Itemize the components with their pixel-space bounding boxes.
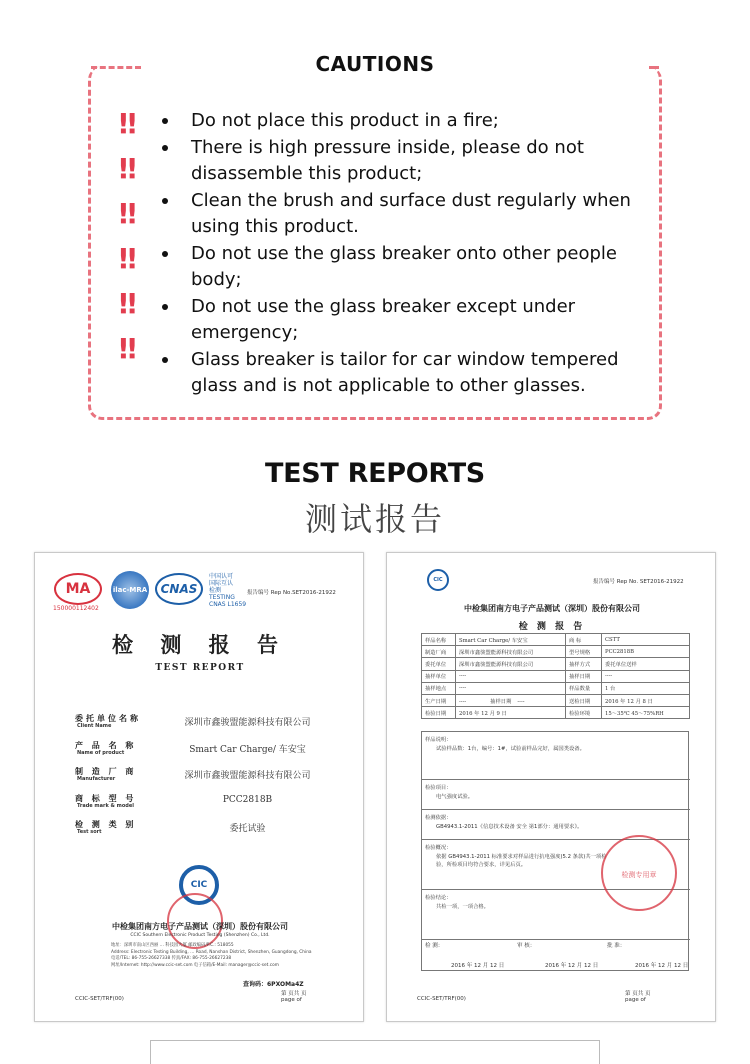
caution-item: [162, 135, 632, 188]
cnas-caption-line: CNAS L1659: [209, 601, 247, 608]
cnas-caption-line: 国际互认: [209, 580, 234, 587]
reviewer-label: 审 核：: [517, 943, 536, 949]
section-text: 依据 GB4943.1-2011 标准要求对样品进行抗电强度(5.2 条款)共一项检验，所检项目均符合要求，详见后页。: [436, 854, 607, 868]
test-item-section: [422, 780, 690, 810]
table-cell: 制造厂商: [422, 646, 456, 658]
caution-text: Glass breaker is tailor for car window tempered glass and is not applicable to other glasses.: [191, 348, 619, 396]
table-cell: 委托单位送样: [602, 658, 690, 670]
field-label: 产 品 名 称: [75, 741, 137, 750]
report-cover-image: [34, 552, 364, 1022]
field-label: 制 造 厂 商: [75, 767, 137, 776]
report-number: 报告编号 Rep No.SET2016-21922: [247, 590, 336, 596]
cma-number: 150000112402: [53, 605, 99, 612]
section-text: 电气强度试验。: [436, 794, 474, 800]
section-label: 检验概况：: [425, 845, 452, 851]
table-cell: 抽样日期: [566, 670, 602, 682]
table-cell: 委托单位: [422, 658, 456, 670]
table-row: [422, 694, 690, 706]
form-code: CCIC-SET/TRF(00): [75, 996, 124, 1002]
table-cell: 检验环境: [566, 707, 602, 719]
inspector-date: 2016 年 12 月 12 日: [451, 963, 505, 969]
caution-item: [162, 347, 632, 400]
double-exclamation-icon: !!: [117, 152, 135, 185]
cma-logo-icon: MA: [54, 573, 102, 605]
section-text: 共检一项，一项合格。: [436, 904, 489, 910]
table-cell: 抽样方式: [566, 658, 602, 670]
section-text: 试验样品数：1台，编号：1#，试验前样品完好，属国类设备。: [436, 746, 585, 752]
bullet-icon: [162, 145, 168, 151]
double-exclamation-icon: !!: [117, 242, 135, 275]
table-cell: 型号规格: [566, 646, 602, 658]
field-label: 商 标 型 号: [75, 794, 137, 803]
double-exclamation-icon: !!: [117, 107, 135, 140]
caution-text: There is high pressure inside, please do not disassemble this product;: [191, 136, 584, 184]
field-product-name: [75, 740, 335, 764]
page-mark: [625, 991, 651, 1003]
caution-item: [162, 108, 632, 135]
section-label: 检验项目：: [425, 785, 452, 791]
detail-info-table: [421, 633, 690, 719]
table-cell: PCC2818B: [602, 646, 690, 658]
ilac-mra-logo-icon: ilac-MRA: [111, 571, 149, 609]
field-value: Smart Car Charge/ 车安宝: [189, 745, 306, 755]
cautions-title: CAUTIONS: [315, 52, 435, 76]
field-trademark-model: [75, 793, 335, 817]
table-cell: 抽样单位: [422, 670, 456, 682]
page-mark-cn: 第 页共 页: [625, 991, 651, 997]
page-mark-en: page of: [625, 997, 646, 1003]
next-section-frame: [150, 1040, 600, 1064]
section-label: 检验结论：: [425, 895, 452, 901]
table-cell: 送检日期: [566, 694, 602, 706]
field-value: 委托试验: [229, 824, 266, 834]
table-row: [422, 646, 690, 658]
approver-date: 2016 年 12 月 12 日: [635, 963, 689, 969]
table-cell-text: ----: [459, 698, 467, 705]
section-text: GB4943.1-2011《信息技术设备 安全 第1部分：通用要求》。: [436, 824, 583, 830]
cnas-caption-line: TESTING: [209, 594, 235, 601]
table-cell: 抽样地点: [422, 682, 456, 694]
table-cell: ----: [456, 670, 566, 682]
table-cell: Smart Car Charge/ 车安宝: [456, 634, 566, 646]
section-label: 检测依据：: [425, 815, 452, 821]
test-reports-subtitle: 测试报告: [304, 500, 445, 538]
table-cell: 生产日期: [422, 694, 456, 706]
field-value: 深圳市鑫骏盟能源科技有限公司: [184, 718, 311, 728]
company-address: [111, 943, 341, 969]
page-mark-en: page of: [281, 997, 302, 1003]
report-detail-image: [386, 552, 716, 1022]
approver-label: 批 准：: [607, 943, 626, 949]
detail-company-title: 中检集团南方电子产品测试（深圳）股份有限公司: [464, 604, 640, 613]
query-code: 查询码：6PXOMa4Z: [243, 981, 304, 988]
table-cell: 2016 年 12 月 9 日: [456, 707, 566, 719]
caution-text: Do not use the glass breaker onto other people body;: [191, 242, 617, 290]
double-exclamation-icon: !!: [117, 287, 135, 320]
inspection-seal-stamp: 检测专用章: [601, 835, 677, 911]
table-cell: ----: [602, 670, 690, 682]
bullet-icon: [162, 357, 168, 363]
field-label-en: Test sort: [77, 829, 102, 835]
table-cell: 1 台: [602, 682, 690, 694]
form-code: CCIC-SET/TRF(00): [417, 996, 466, 1002]
bullet-icon: [162, 118, 168, 124]
address-line: 地址：深圳市南山区西丽 … 科技园大厦 邮政编码/P.C.: 518055: [111, 943, 234, 948]
table-cell: 深圳市鑫骏盟能源科技有限公司: [456, 646, 566, 658]
address-line: 网址/Internet: http://www.ccic-set.com 电子信箱/E-Mail: manager@ccic-set.com: [111, 962, 279, 968]
table-cell: CSTT: [602, 634, 690, 646]
test-reports-title: TEST REPORTS: [265, 458, 485, 489]
page-mark: [281, 991, 307, 1003]
sampling-date-value: ----: [517, 698, 525, 705]
table-row: [422, 707, 690, 719]
double-exclamation-icon: !!: [117, 332, 135, 365]
test-basis-section: [422, 810, 690, 840]
cnas-caption-line: 检测: [209, 587, 222, 594]
field-label: 检 测 类 别: [75, 820, 137, 829]
table-cell: 15～35℃ 45～75%RH: [602, 707, 690, 719]
sample-description-section: [422, 732, 690, 780]
table-cell: 样品名称: [422, 634, 456, 646]
inspector-label: 检 测：: [425, 943, 444, 949]
table-row: [422, 670, 690, 682]
cautions-list: [162, 108, 632, 400]
field-client-name: [75, 713, 335, 737]
caution-item: [162, 241, 632, 294]
table-cell: 2016 年 12 月 8 日: [602, 694, 690, 706]
table-row: [422, 658, 690, 670]
table-row: [422, 634, 690, 646]
table-cell: ----: [456, 682, 566, 694]
table-cell: 检验日期: [422, 707, 456, 719]
address-line: Address: Electronic Testing Building, … Road, Nanshan District, Shenzhen, Guangdong, China: [111, 949, 312, 955]
caution-item: [162, 294, 632, 347]
caution-text: Do not use the glass breaker except under emergency;: [191, 295, 576, 343]
cnas-caption: [209, 573, 246, 608]
field-manufacturer: [75, 766, 335, 790]
cnas-caption-line: 中国认可: [209, 573, 234, 580]
field-label-en: Name of product: [77, 750, 125, 756]
field-label-en: Manufacturer: [77, 776, 116, 782]
reviewer-date: 2016 年 12 月 12 日: [545, 963, 599, 969]
bullet-icon: [162, 251, 168, 257]
table-cell: 深圳市鑫骏盟能源科技有限公司: [456, 658, 566, 670]
table-cell: 样品数量: [566, 682, 602, 694]
cic-logo-icon: CIC: [179, 865, 219, 905]
double-exclamation-icon: !!: [117, 197, 135, 230]
field-label-en: Client Name: [77, 723, 112, 729]
table-cell: [456, 694, 566, 706]
report-title-cn: 检 测 报 告: [112, 632, 288, 657]
detail-report-title: 检 测 报 告: [518, 622, 586, 632]
table-row: [422, 682, 690, 694]
bullet-icon: [162, 198, 168, 204]
bullet-icon: [162, 304, 168, 310]
field-value: 深圳市鑫骏盟能源科技有限公司: [184, 771, 311, 781]
address-line: 电话/TEL: 86-755-26627338 传真/FAX: 86-755-26627238: [111, 956, 232, 961]
caution-text: Clean the brush and surface dust regularly when using this product.: [191, 189, 631, 237]
cic-logo-icon: CIC: [427, 569, 449, 591]
cnas-logo-icon: CNAS: [155, 573, 203, 605]
field-value: PCC2818B: [222, 795, 273, 805]
caution-text: Do not place this product in a fire;: [191, 110, 499, 131]
company-name-cn: 中检集团南方电子产品测试（深圳）股份有限公司: [112, 922, 288, 931]
company-name-en: CCIC Southern Electronic Product Testing (Shenzhen) Co., Ltd.: [130, 933, 270, 938]
caution-item: [162, 188, 632, 241]
report-number: 报告编号 Rep No. SET2016-21922: [593, 579, 684, 585]
sampling-date-label: 抽样日期: [490, 698, 512, 705]
field-label: 委托单位名称: [75, 714, 141, 723]
table-cell: 商 标: [566, 634, 602, 646]
report-title-en: TEST REPORT: [155, 663, 245, 673]
field-label-en: Trade mark & model: [77, 803, 134, 809]
page-mark-cn: 第 页共 页: [281, 991, 307, 997]
field-test-sort: [75, 819, 335, 843]
section-label: 样品说明：: [425, 737, 452, 743]
